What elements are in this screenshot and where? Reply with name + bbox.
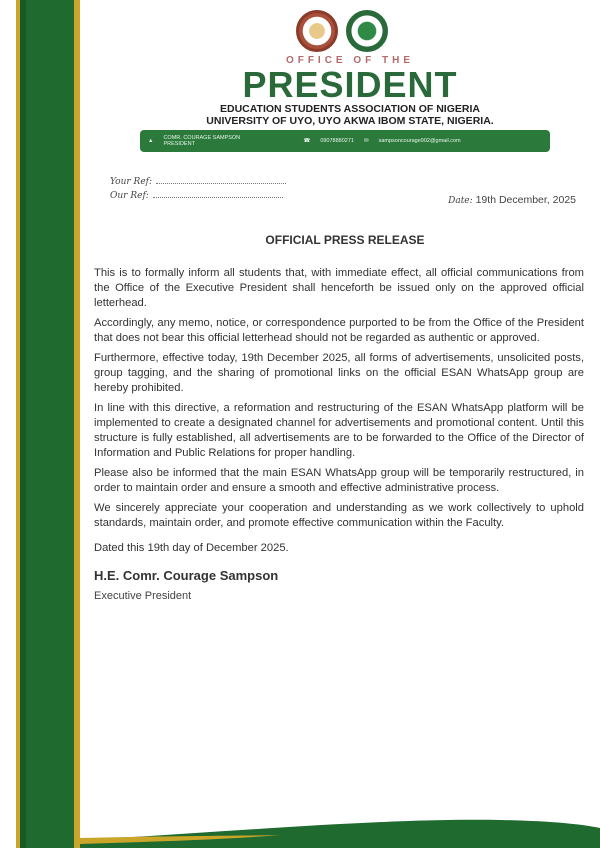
paragraph: Furthermore, effective today, 19th December 2025, all forms of advertisements, unsolicited posts, group tagging, and the sharing of promotional links on the official ESAN WhatsApp group are hereby prohibited.: [94, 352, 584, 394]
document-content: [94, 0, 584, 653]
document-heading: OFFICIAL PRESS RELEASE: [265, 233, 425, 247]
paragraph: In line with this directive, a reformation and restructuring of the ESAN WhatsApp platform will be implemented to create a designated channel for advertisements and promotional content. Until this structure is fully established, all advertisements are to be forwarded to the Office of the Director of Information and Public Relations for proper handling.: [94, 402, 584, 459]
org-line-1: EDUCATION STUDENTS ASSOCIATION OF NIGERIA: [220, 103, 480, 115]
office-label: OFFICE OF THE: [285, 55, 415, 66]
phone-icon: ☎: [303, 138, 311, 144]
our-ref-label: Our Ref:: [110, 191, 149, 201]
email-icon: ✉: [363, 138, 369, 144]
paragraph: Accordingly, any memo, notice, or correspondence purported to be from the Office of the President that does not bear this official letterhead should not be regarded as authentic or approved.: [94, 317, 584, 344]
date-label: Date:: [448, 196, 473, 206]
signatory-role: Executive President: [94, 590, 192, 602]
footer-wave-decoration: [80, 818, 600, 848]
signatory-name: H.E. Comr. Courage Sampson: [94, 568, 279, 583]
left-border-decoration: [16, 0, 80, 848]
letterhead-title: PRESIDENT: [242, 64, 458, 105]
dated-line: Dated this 19th day of December 2025.: [94, 542, 289, 554]
paragraph: Please also be informed that the main ESAN WhatsApp group will be temporarily restructured, in order to maintain order and ensure a smooth and effective administrative process.: [94, 467, 584, 494]
date-value: 19th December, 2025: [475, 194, 576, 206]
person-icon: ▲: [148, 138, 154, 144]
contact-name: COMR. COURAGE SAMPSON: [163, 135, 241, 141]
paragraph: We sincerely appreciate your cooperation and understanding as we work collectively to uphold standards, maintain order, and promote effective communication within the Faculty.: [94, 502, 584, 529]
contact-email: sampsoncourage902@gmail.com: [378, 138, 461, 144]
paragraph: This is to formally inform all students that, with immediate effect, all official communications from the Office of the Executive President shall henceforth be issued only on the approved official letterhead.: [94, 267, 584, 309]
your-ref-label: Your Ref:: [110, 177, 153, 187]
org-line-2: UNIVERSITY OF UYO, UYO AKWA IBOM STATE, NIGERIA.: [206, 114, 494, 127]
contact-phone: 09078880271: [320, 138, 354, 144]
document-body: [94, 266, 584, 556]
contact-role: PRESIDENT: [163, 141, 195, 147]
